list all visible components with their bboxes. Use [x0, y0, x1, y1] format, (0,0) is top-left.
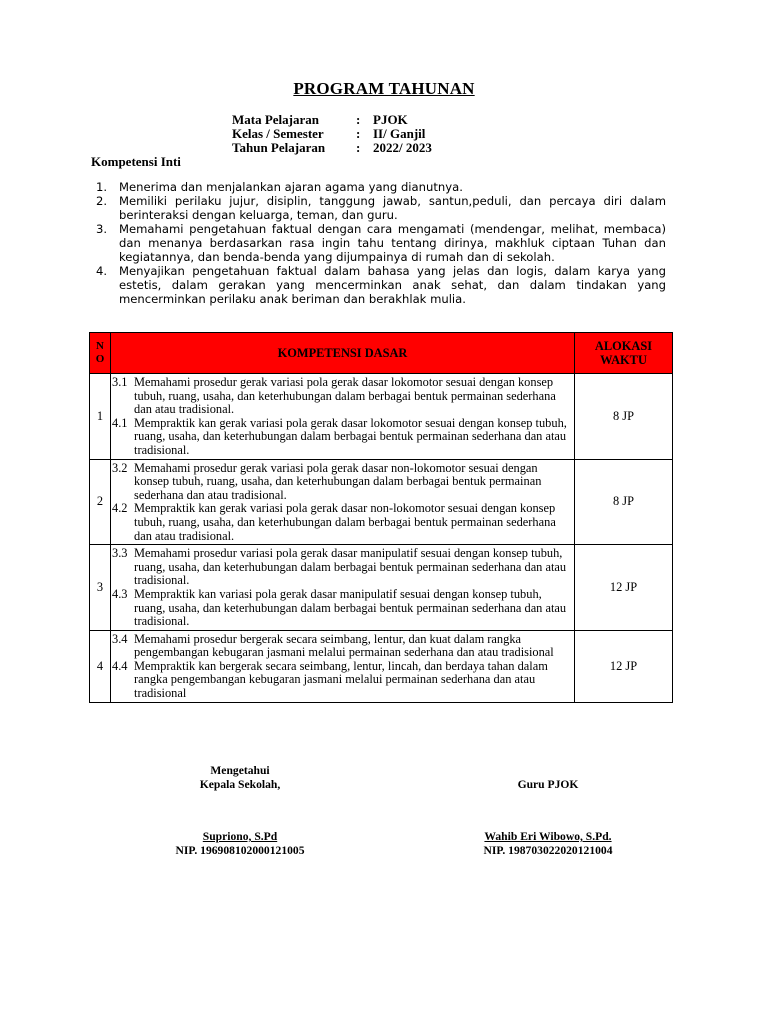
kd-item [112, 502, 572, 543]
signature-role: Guru PJOK [517, 778, 579, 791]
row-number: 2 [90, 459, 111, 545]
signature-name: Wahib Eri Wibowo, S.Pd. [484, 830, 612, 843]
signature-nip: NIP. 196908102000121005 [175, 844, 305, 857]
kd-item [112, 588, 572, 629]
kd-cell [111, 630, 575, 702]
signature-role: Kepala Sekolah, [199, 778, 281, 791]
info-colon: : [356, 140, 361, 155]
kd-text: Memahami prosedur gerak variasi pola gerak dasar non-lokomotor sesuai dengan konsep tubuh, ruang, usaha, dan keterhubungan dalam berbagai bentuk permainan sederhana dan atau tradisional. [134, 460, 542, 502]
info-label: Mata Pelajaran [232, 112, 320, 127]
subject-info [232, 113, 492, 155]
kd-item [112, 376, 572, 417]
kd-code: 3.2 [112, 460, 128, 475]
table-row [90, 545, 673, 631]
kd-item [112, 547, 572, 588]
info-row-subject [232, 113, 492, 127]
kd-cell [111, 459, 575, 545]
kompetensi-inti-heading: Kompetensi Inti [91, 154, 181, 169]
info-colon: : [356, 112, 361, 127]
kd-text: Mempraktik kan gerak variasi pola gerak dasar non-lokomotor sesuai dengan konsep tubuh, ruang, usaha, dan keterhubungan dalam berbagai bentuk permainan sederhana dan atau tradisional. [134, 501, 556, 543]
time-allocation: 12 JP [575, 630, 673, 702]
info-colon: : [356, 126, 361, 141]
document-title: PROGRAM TAHUNAN [293, 79, 475, 98]
kd-item [112, 462, 572, 503]
list-text: Menyajikan pengetahuan faktual dalam bahasa yang jelas dan logis, dalam karya yang estetis, dalam gerakan yang mencerminkan anak sehat, dan dalam tindakan yang mencerminkan perilaku anak beriman dan berakhlak mulia. [119, 264, 666, 306]
kd-item [112, 633, 572, 660]
kd-code: 4.3 [112, 586, 128, 601]
column-header-no [90, 333, 111, 374]
kd-code: 3.3 [112, 546, 128, 561]
list-number: 1. [96, 180, 108, 194]
list-text: Menerima dan menjalankan ajaran agama yang dianutnya. [119, 180, 463, 194]
header-no-line2: O [95, 353, 105, 365]
list-number: 3. [96, 222, 108, 236]
list-number: 4. [96, 264, 108, 278]
kd-code: 3.1 [112, 375, 128, 389]
kd-cell [111, 545, 575, 631]
column-header-alokasi [575, 333, 673, 374]
kd-text: Memahami prosedur variasi pola gerak dasar manipulatif sesuai dengan konsep tubuh, ruang, usaha, dan keterhubungan dalam berbagai bentuk permainan sederhana dan atau tradisional. [134, 546, 567, 588]
info-label: Tahun Pelajaran [232, 140, 326, 155]
row-number: 3 [90, 545, 111, 631]
time-allocation: 12 JP [575, 545, 673, 631]
table-row [90, 459, 673, 545]
list-item [90, 194, 666, 222]
table-row [90, 630, 673, 702]
kd-cell [111, 374, 575, 460]
kd-code: 4.1 [112, 415, 128, 430]
signature-teacher [448, 764, 648, 858]
time-allocation: 8 JP [575, 374, 673, 460]
kd-text: Memahami prosedur bergerak secara seimbang, lentur, dan kuat dalam rangka pengembangan kebugaran jasmani melalui permainan sederhana dan atau tradisional [134, 631, 554, 660]
info-label: Kelas / Semester [232, 126, 324, 141]
list-item [90, 222, 666, 264]
kompetensi-inti-list [90, 180, 666, 306]
kd-text: Mempraktik kan variasi pola gerak dasar manipulatif sesuai dengan konsep tubuh, ruang, usaha, dan keterhubungan dalam berbagai bentuk permainan sederhana dan atau tradisional. [134, 586, 567, 629]
kd-code: 4.4 [112, 658, 128, 673]
list-item [90, 180, 666, 194]
signature-line1: Mengetahui [210, 764, 270, 777]
time-allocation: 8 JP [575, 459, 673, 545]
kd-code: 3.4 [112, 631, 128, 646]
list-text: Memahami pengetahuan faktual dengan cara mengamati (mendengar, melihat, membaca) dan menanya berdasarkan rasa ingin tahu tentang dirinya, makhluk ciptaan Tuhan dan kegiatannya, dan benda-benda yang dijumpainya di rumah dan di sekolah. [119, 222, 666, 264]
list-text: Memiliki perilaku jujur, disiplin, tanggung jawab, santun,peduli, dan percaya diri dalam berinteraksi dengan keluarga, teman, dan guru. [119, 194, 666, 222]
signature-principal [140, 764, 340, 858]
info-row-class [232, 127, 492, 141]
signature-name: Suprionо, S.Pd [202, 830, 278, 843]
list-item [90, 264, 666, 306]
info-value: PJOK [373, 112, 408, 127]
table-row [90, 374, 673, 460]
signature-nip: NIP. 198703022020121004 [483, 844, 613, 857]
info-value: 2022/ 2023 [373, 140, 432, 155]
header-alokasi-line1: ALOKASI [594, 339, 653, 353]
kd-text: Mempraktik kan gerak variasi pola gerak dasar lokomotor sesuai dengan konsep tubuh, ruang, usaha, dan keterhubungan dalam berbagai bentuk permainan sederhana dan atau tradisional. [134, 415, 567, 457]
row-number: 4 [90, 630, 111, 702]
kd-item [112, 417, 572, 458]
kd-text: Memahami prosedur gerak variasi pola gerak dasar lokomotor sesuai dengan konsep tubuh, ruang, usaha, dan keterhubungan dalam berbagai bentuk permainan sederhana dan atau tradisional. [134, 375, 556, 417]
kd-text: Mempraktik kan bergerak secara seimbang, lentur, lincah, dan berdaya tahan dalam rangka pengembangan kebugaran jasmani melalui permainan sederhana dan atau tradisional [134, 658, 548, 701]
signature-line1 [448, 764, 648, 778]
list-number: 2. [96, 194, 108, 208]
kompetensi-dasar-table [89, 332, 673, 703]
kd-code: 4.2 [112, 501, 128, 516]
info-row-year [232, 141, 492, 155]
header-no-line1: N [96, 340, 104, 352]
table-header-row [90, 333, 673, 374]
row-number: 1 [90, 374, 111, 460]
column-header-kd: KOMPETENSI DASAR [111, 333, 575, 374]
header-alokasi-line2: WAKTU [600, 353, 647, 367]
kd-item [112, 660, 572, 701]
info-value: II/ Ganjil [373, 126, 426, 141]
